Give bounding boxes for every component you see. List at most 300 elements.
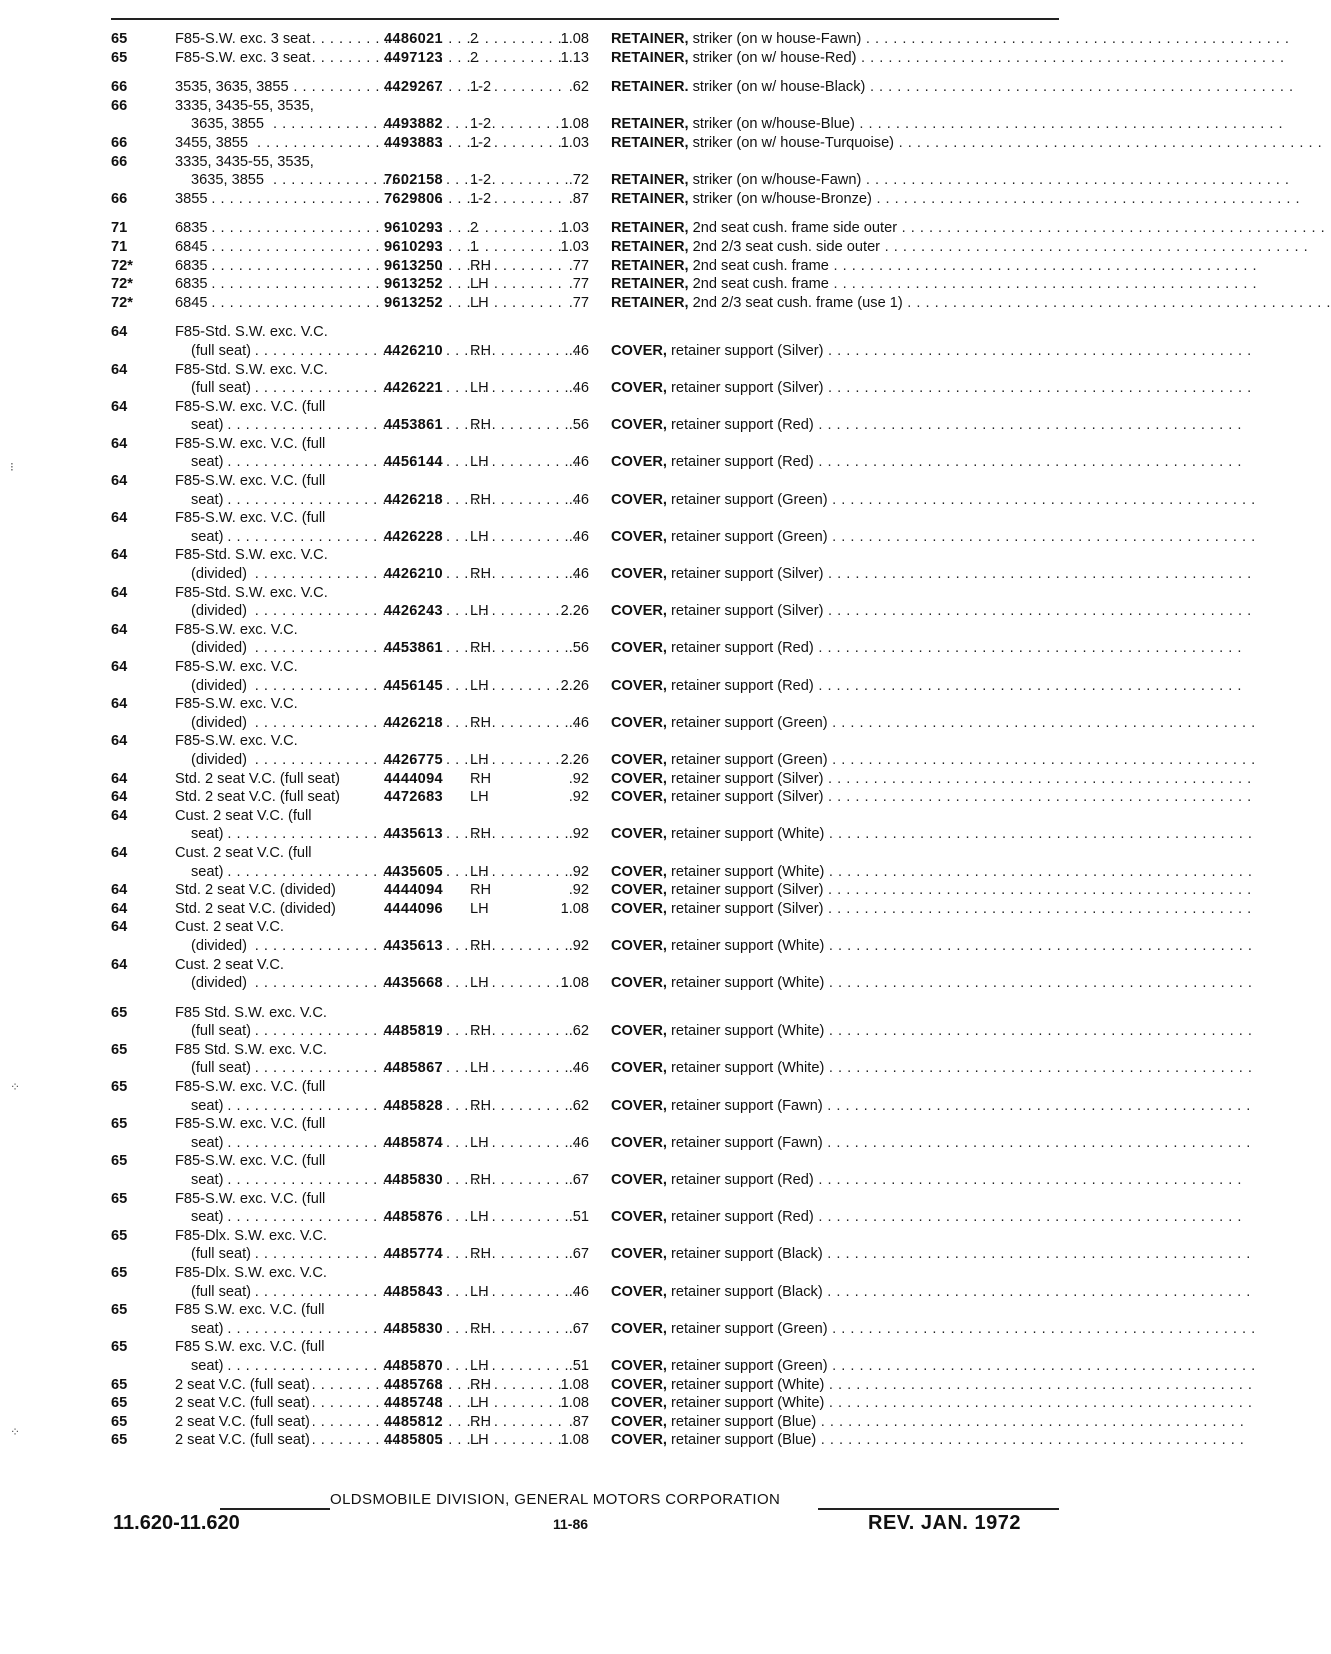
part-name-bold: COVER, [611, 1357, 667, 1374]
model-description-text: seat) [191, 417, 226, 433]
part-name-bold: COVER, [611, 491, 667, 508]
dot-leader: . . . . . . . . . . . . . . . . . . . . . . . . . . . . . . . . . . . . . . . . . . . . . . . [823, 789, 1252, 806]
dot-leader: . . . . . . . . . . . . . . . . . . . . . . . . . . . . . . . . . . . . . . . . . . . . . . . [816, 1432, 1245, 1449]
body-style-code: 65 [111, 1432, 128, 1449]
top-rule [111, 18, 1059, 20]
model-description [175, 509, 380, 528]
part-number: 4435668 [384, 975, 443, 992]
part-number: 4486021 [384, 31, 443, 47]
dot-leader: . . . . . . . . . . . . . . . . . . . . . . . . . . . . . . . . . . . . . . . . . . . . . . . [894, 134, 1323, 151]
model-description-text: Cust. 2 seat V.C. [175, 919, 287, 935]
part-name [611, 1208, 1242, 1227]
part-name-bold: COVER, [611, 714, 667, 731]
part-name [611, 453, 1242, 472]
model-description [191, 751, 380, 770]
part-row [111, 342, 1252, 361]
part-number: 4485874 [384, 1134, 443, 1151]
dot-leader: . . . . . . . . . . . . . . . . . . . . . . . . . . . . . . . . . . . . . . . . . . . . . . . [822, 1134, 1251, 1151]
model-description [191, 1245, 380, 1264]
part-name-detail: 2nd seat cush. frame [688, 257, 829, 274]
part-name-detail: retainer support (Red) [666, 1209, 814, 1226]
dot-leader: . . . . . . . . . . . . . . . . . . . . . . . . . . . . . . . . . . . . . . . . . . . . . . . [823, 342, 1252, 359]
quantity: 1-2 [470, 190, 492, 207]
dot-leader: . . . . . . . . . . . . . . . . . . . . . . . . . . . . . . . . . . . . . . . . . . . . . . . [828, 276, 1258, 293]
part-number: 4429267 [384, 79, 443, 96]
part-name-bold: COVER, [611, 1320, 667, 1337]
part-row [111, 937, 1253, 956]
model-description-text: (divided) [191, 975, 250, 991]
part-name-bold: RETAINER, [611, 116, 689, 133]
part-name-bold: COVER, [611, 1134, 667, 1151]
model-description [191, 937, 380, 956]
model-description [191, 1357, 380, 1376]
part-name-bold: RETAINER, [611, 134, 689, 151]
part-name-bold: RETAINER, [611, 172, 689, 189]
part-name [611, 1413, 1245, 1432]
part-name-detail: retainer support (Green) [666, 1320, 828, 1337]
dot-leader: . . . . . . . . . . . . . . . . . . . . . . . . . . . . . . . . . . . . . . . . . . . . . . . [824, 1060, 1253, 1077]
model-description-text: F85-S.W. exc. V.C. (full [175, 473, 328, 489]
part-name [611, 1394, 1253, 1413]
part-number: 4456144 [384, 454, 443, 471]
price: .72 [568, 172, 589, 189]
part-row [111, 788, 1252, 807]
part-name [611, 491, 1256, 510]
model-description [175, 30, 380, 49]
part-number: 4444096 [384, 900, 443, 917]
part-name-bold: COVER, [611, 826, 667, 843]
quantity: 2 [470, 220, 479, 237]
model-description-text: F85-S.W. exc. V.C. [175, 696, 301, 712]
quantity: LH [470, 1432, 489, 1449]
part-name [611, 1376, 1253, 1395]
quantity: RH [470, 417, 492, 434]
quantity: 2 [470, 31, 479, 47]
dot-leader: . . . . . . . . . . . . . . . . . . . . . . . . . . . . . . . . . . . . . . . . . . . . . . . [824, 1395, 1253, 1412]
part-row [111, 294, 1331, 313]
model-description [175, 881, 380, 900]
part-name-bold: COVER, [611, 937, 667, 954]
quantity: LH [470, 1395, 489, 1412]
price: .46 [568, 1283, 589, 1300]
part-number: 4453861 [384, 640, 443, 657]
model-description-text: 3635, 3855 [191, 172, 267, 188]
price: 2.26 [560, 603, 589, 620]
body-style-code: 64 [111, 324, 128, 341]
price: .46 [568, 714, 589, 731]
part-name-detail: retainer support (Silver) [666, 900, 824, 917]
model-description-text: seat) [191, 1098, 226, 1114]
part-name-detail: retainer support (Fawn) [666, 1097, 823, 1114]
model-description [175, 294, 380, 313]
part-row [111, 1320, 1256, 1339]
body-style-code: 65 [111, 1153, 128, 1170]
model-description [175, 1301, 380, 1320]
model-description-text: F85 Std. S.W. exc. V.C. [175, 1042, 330, 1058]
part-name [611, 257, 1258, 276]
dot-leader: . . . . . . . . . . . . . . . . . . . . . . . . . . . . . . . . . . . . . . . . . . . . . . . [824, 975, 1253, 992]
part-row [111, 863, 1253, 882]
quantity: 1-2 [470, 172, 492, 189]
footer-rule-right [818, 1508, 1059, 1510]
part-name-detail: retainer support (White) [666, 937, 825, 954]
model-description [175, 1004, 380, 1023]
part-name-detail: striker (on w/house-Bronze) [688, 190, 872, 207]
price: .77 [568, 257, 589, 274]
price: .62 [568, 1097, 589, 1114]
part-number: 4485876 [384, 1209, 443, 1226]
model-description [175, 238, 380, 257]
quantity: LH [470, 1357, 489, 1374]
footer-division: OLDSMOBILE DIVISION, GENERAL MOTORS CORPORATION [330, 1491, 781, 1508]
model-description [175, 153, 380, 172]
part-name-detail: striker (on w/ house-Black) [688, 79, 866, 96]
body-style-code: 66 [111, 79, 128, 96]
part-name-detail: retainer support (Green) [666, 751, 828, 768]
body-style-code: 65 [111, 1041, 128, 1058]
part-row [111, 825, 1253, 844]
part-name [611, 1431, 1245, 1450]
model-description-text: 2 seat V.C. (full seat) [175, 1395, 313, 1411]
model-description [191, 1171, 380, 1190]
quantity: RH [470, 1320, 492, 1337]
part-number: 4426210 [384, 566, 443, 583]
dot-leader: . . . . . . . . . . . . . . . . . . . . . . . . . . . . . . . . . . . . . . . . . . . . . . . [854, 116, 1283, 133]
model-description-text: 3855 [175, 191, 210, 207]
body-style-code: 66 [111, 97, 128, 114]
part-name-bold: COVER, [611, 1246, 667, 1263]
dot-leader: . . . . . . . . . . . . . . . . . . . . . . . . . . . . . . . . . . . . . . . . . . . . . . . [823, 603, 1252, 620]
price: .92 [568, 789, 589, 806]
body-style-code: 64 [111, 696, 128, 713]
part-number: 4493883 [384, 134, 443, 151]
dot-leader: . . . . . . . . . . . . . . . . . . . . . . . . . . . . . . . . . . . . . . . . . . . . . . . [827, 528, 1256, 545]
model-description-text: 6845 [175, 239, 210, 255]
part-number: 4426243 [384, 603, 443, 620]
part-name [611, 190, 1301, 209]
part-number: 4485812 [384, 1413, 443, 1430]
part-number: 4456145 [384, 677, 443, 694]
body-style-code: 72* [111, 294, 133, 311]
part-name [611, 751, 1256, 770]
dot-leader: . . . . . . . . . . . . . . . . . . . . . . . . . . . . . . . . . . . . . . . . . . . . . . . [824, 937, 1253, 954]
part-name-bold: RETAINER, [611, 238, 689, 255]
part-name-detail: retainer support (Red) [666, 640, 814, 657]
part-name-bold: COVER, [611, 640, 667, 657]
part-row [111, 398, 1059, 417]
model-description-text: 6835 [175, 220, 210, 236]
price: .51 [568, 1357, 589, 1374]
model-description-text: (full seat) [191, 1060, 254, 1076]
footer-revision-date: REV. JAN. 1972 [868, 1512, 1022, 1534]
part-number: 7602158 [384, 172, 443, 189]
part-row [111, 844, 1059, 863]
body-style-code: 64 [111, 956, 128, 973]
price: 1.03 [560, 134, 589, 151]
part-name-detail: retainer support (Red) [666, 1172, 814, 1189]
price: 2.26 [560, 677, 589, 694]
model-description [191, 639, 380, 658]
model-description [191, 528, 380, 547]
part-name-bold: RETAINER, [611, 294, 689, 311]
part-number: 9613252 [384, 276, 443, 293]
model-description-text: seat) [191, 1321, 226, 1337]
dot-leader: . . . . . . . . . . . . . . . . . . . . . . . . . . . . . . . . . . . . . . . . . . . . . . . [823, 900, 1252, 917]
part-name-detail: retainer support (Fawn) [666, 1134, 823, 1151]
part-name-bold: COVER, [611, 900, 667, 917]
dot-leader: . . . . . . . . . . . . . . . . . . . . . . . . . . . . . . . . . . . . . . . . . . . . . . . [861, 172, 1290, 189]
model-description-text: (divided) [191, 752, 250, 768]
body-style-code: 65 [111, 1395, 128, 1412]
part-name-bold: COVER, [611, 1283, 667, 1300]
body-style-code: 65 [111, 1265, 128, 1281]
price: .92 [568, 863, 589, 880]
model-description-text: 3455, 3855 [175, 135, 251, 151]
part-name [611, 238, 1309, 257]
part-number: 4426221 [384, 380, 443, 397]
part-name [611, 881, 1252, 900]
part-name [611, 1134, 1251, 1153]
part-name-detail: retainer support (Silver) [666, 770, 824, 787]
part-number: 4426218 [384, 714, 443, 731]
part-number: 4453861 [384, 417, 443, 434]
quantity: RH [470, 770, 492, 787]
part-row [111, 1338, 1059, 1357]
model-description-text: (full seat) [191, 1246, 254, 1262]
body-style-code: 64 [111, 361, 128, 378]
part-name [611, 677, 1242, 696]
part-row [111, 677, 1242, 696]
model-description [175, 435, 380, 454]
part-name-detail: striker (on w/ house-Turquoise) [688, 134, 895, 151]
model-description [175, 1413, 380, 1432]
model-description-text: F85-S.W. exc. V.C. (full [175, 1191, 328, 1207]
price: 1.03 [560, 220, 589, 237]
part-number: 4435613 [384, 826, 443, 843]
quantity: RH [470, 1376, 492, 1393]
part-name-bold: RETAINER, [611, 276, 689, 293]
part-row [111, 171, 1290, 190]
part-name-detail: 2nd seat cush. frame [688, 276, 829, 293]
part-number: 4485867 [384, 1060, 443, 1077]
part-name-detail: retainer support (White) [666, 826, 825, 843]
part-row [111, 30, 1290, 49]
model-description [191, 1022, 380, 1041]
model-description-text: (full seat) [191, 380, 254, 396]
part-name-detail: retainer support (White) [666, 863, 825, 880]
price: .56 [568, 417, 589, 434]
model-description-text: 2 seat V.C. (full seat) [175, 1414, 313, 1430]
model-description [191, 825, 380, 844]
part-row [111, 565, 1252, 584]
price: 1.08 [560, 1395, 589, 1412]
model-description-text: F85-S.W. exc. V.C. (full [175, 1153, 328, 1169]
part-name-bold: RETAINER, [611, 220, 689, 237]
model-description-text: F85-S.W. exc. V.C. [175, 733, 301, 749]
dot-leader: . . . . . . . . . . . . . . . . . . . . . . . . . . . . . . . . . . . . . . . . . . . . . . . [827, 714, 1256, 731]
dot-leader: . . . . . . . . . . . . . . . . . . . . . . . . . . . . . . . . . . . . . . . . . . . . . . . [822, 1246, 1251, 1263]
part-name-detail: retainer support (Green) [666, 1357, 828, 1374]
dot-leader: . . . . . . . . . . . . . . . . . . . . . . . . . . . . . . . . . . . . . . . . . . . . . . . [827, 751, 1256, 768]
part-name-detail: retainer support (Silver) [666, 789, 824, 806]
dot-leader: . . . . . . . . . . . . . . . . . . . . . . . . . . . . . . . . . . . . . . . . . . . . . . . [822, 1097, 1251, 1114]
part-name-bold: COVER, [611, 1172, 667, 1189]
body-style-code: 64 [111, 844, 128, 861]
part-name [611, 219, 1326, 238]
quantity: RH [470, 1246, 492, 1263]
model-description [175, 275, 380, 294]
part-name-detail: retainer support (Red) [666, 417, 814, 434]
model-description-text: seat) [191, 529, 226, 545]
model-description [191, 714, 380, 733]
footer-page-number: 11-86 [553, 1516, 589, 1532]
dot-leader: . . . . . . . . . . . . . . . . . . . . . . . . . . . . . . . . . . . . . . . . . . . . . . . [816, 1413, 1245, 1430]
dot-leader: . . . . . . . . . . . . . . . . . . . . . . . . . . . . . . . . . . . . . . . . . . . . . . . [824, 1376, 1253, 1393]
part-name-detail: retainer support (Blue) [666, 1432, 817, 1449]
price: 1.08 [560, 116, 589, 133]
part-row [111, 1078, 1059, 1097]
model-description [175, 190, 380, 209]
model-description-text: (divided) [191, 566, 250, 582]
model-description-text: (divided) [191, 938, 250, 954]
model-description [175, 1376, 380, 1395]
footer-rule-left [220, 1508, 330, 1510]
part-number: 4426228 [384, 528, 443, 545]
part-name-detail: 2nd 2/3 seat cush. side outer [688, 238, 881, 255]
part-name-detail: retainer support (Silver) [666, 882, 824, 899]
part-name-detail: retainer support (Red) [666, 454, 814, 471]
body-style-code: 64 [111, 398, 128, 415]
quantity: 1 [470, 238, 479, 255]
part-number: 4485830 [384, 1172, 443, 1189]
part-row [111, 658, 1059, 677]
price: .46 [568, 1060, 589, 1077]
price: .92 [568, 882, 589, 899]
part-name-bold: COVER, [611, 751, 667, 768]
quantity: RH [470, 1172, 492, 1189]
part-name-detail: retainer support (White) [666, 1376, 825, 1393]
model-description [175, 361, 380, 380]
body-style-code: 64 [111, 789, 128, 806]
part-name-detail: retainer support (White) [666, 1023, 825, 1040]
body-style-code: 64 [111, 807, 128, 824]
model-description [191, 565, 380, 584]
part-number: 4426210 [384, 342, 443, 359]
price: 1.08 [560, 900, 589, 917]
price: .77 [568, 294, 589, 311]
body-style-code: 64 [111, 882, 128, 899]
part-number: 9610293 [384, 238, 443, 255]
part-number: 4426218 [384, 491, 443, 508]
part-name-bold: COVER, [611, 603, 667, 620]
part-name-detail: retainer support (Green) [666, 714, 828, 731]
model-description [191, 1320, 380, 1339]
model-description [175, 584, 380, 603]
price: .46 [568, 342, 589, 359]
part-name-detail: retainer support (Blue) [666, 1413, 817, 1430]
part-row [111, 134, 1323, 153]
part-row [111, 1152, 1059, 1171]
price: .87 [568, 190, 589, 207]
model-description-text: 6835 [175, 258, 210, 274]
body-style-code: 65 [111, 1004, 128, 1021]
part-name-detail: retainer support (Silver) [666, 342, 824, 359]
part-name-bold: COVER, [611, 789, 667, 806]
part-name-detail: retainer support (White) [666, 1060, 825, 1077]
dot-leader: . . . . . . . . . . . . . . . . . . . . . . . . . . . . . . . . . . . . . . . . . . . . . . . [865, 79, 1294, 96]
body-style-code: 65 [111, 31, 128, 47]
model-description-text: F85 Std. S.W. exc. V.C. [175, 1005, 330, 1021]
part-row [111, 472, 1059, 491]
dot-leader: . . . . . . . . . . . . . . . . . . . . . . . . . . . . . . . . . . . . . . . . . . . . . . . [902, 294, 1331, 311]
part-name-bold: COVER, [611, 770, 667, 787]
model-description-text: Std. 2 seat V.C. (divided) [175, 901, 339, 917]
part-row [111, 1134, 1251, 1153]
price: .92 [568, 826, 589, 843]
part-row [111, 528, 1256, 547]
part-row [111, 379, 1252, 398]
part-row [111, 546, 1059, 565]
part-name-bold: COVER, [611, 342, 667, 359]
part-name-bold: COVER, [611, 1395, 667, 1412]
part-row [111, 1059, 1253, 1078]
part-name-detail: striker (on w house-Fawn) [688, 31, 862, 47]
part-row [111, 1004, 1059, 1023]
model-description [175, 807, 380, 826]
part-row [111, 770, 1252, 789]
price: 1.08 [560, 31, 589, 47]
model-description [175, 1078, 380, 1097]
part-row [111, 1208, 1242, 1227]
part-name-bold: COVER, [611, 528, 667, 545]
part-row [111, 714, 1256, 733]
model-description [175, 621, 380, 640]
model-description [175, 770, 380, 789]
body-style-code: 65 [111, 1339, 128, 1356]
model-description [175, 49, 380, 68]
part-name-detail: retainer support (White) [666, 975, 825, 992]
quantity: RH [470, 640, 492, 657]
dot-leader: . . . . . . . . . . . . . . . . . . . . . . . . . . . . . . . . . . . . . . . . . . . . . . . [827, 1320, 1256, 1337]
model-description [175, 1227, 380, 1246]
part-row [111, 1413, 1245, 1432]
price: .51 [568, 1209, 589, 1226]
dot-leader: . . . . . . . . . . . . . . . . . . . . . . . . . . . . . . . . . . . . . . . . . . . . . . . [823, 882, 1252, 899]
price: .46 [568, 528, 589, 545]
model-description [191, 1283, 380, 1302]
part-number: 4485819 [384, 1023, 443, 1040]
body-style-code: 71 [111, 220, 128, 237]
part-row [111, 956, 1059, 975]
model-description-text: 3535, 3635, 3855 [175, 79, 292, 95]
body-style-code: 72* [111, 276, 133, 293]
body-style-code: 65 [111, 1116, 128, 1133]
margin-speck: ⁘ [10, 1425, 21, 1439]
part-number: 4444094 [384, 882, 443, 899]
model-description-text: Std. 2 seat V.C. (divided) [175, 882, 339, 898]
model-description-text: F85-Dlx. S.W. exc. V.C. [175, 1265, 330, 1281]
price: 1.13 [560, 49, 589, 66]
dot-leader: . . . . . . . . . . . . . . . . . . . . . . . . . . . . . . . . . . . . . . . . . . . . . . . [861, 31, 1290, 47]
part-name-bold: COVER, [611, 863, 667, 880]
parts-list [111, 30, 1331, 1450]
model-description [175, 844, 380, 863]
part-name [611, 825, 1253, 844]
part-name-detail: retainer support (Silver) [666, 380, 824, 397]
model-description-text: F85-S.W. exc. V.C. [175, 622, 301, 638]
part-row [111, 453, 1242, 472]
part-number: 9613252 [384, 294, 443, 311]
